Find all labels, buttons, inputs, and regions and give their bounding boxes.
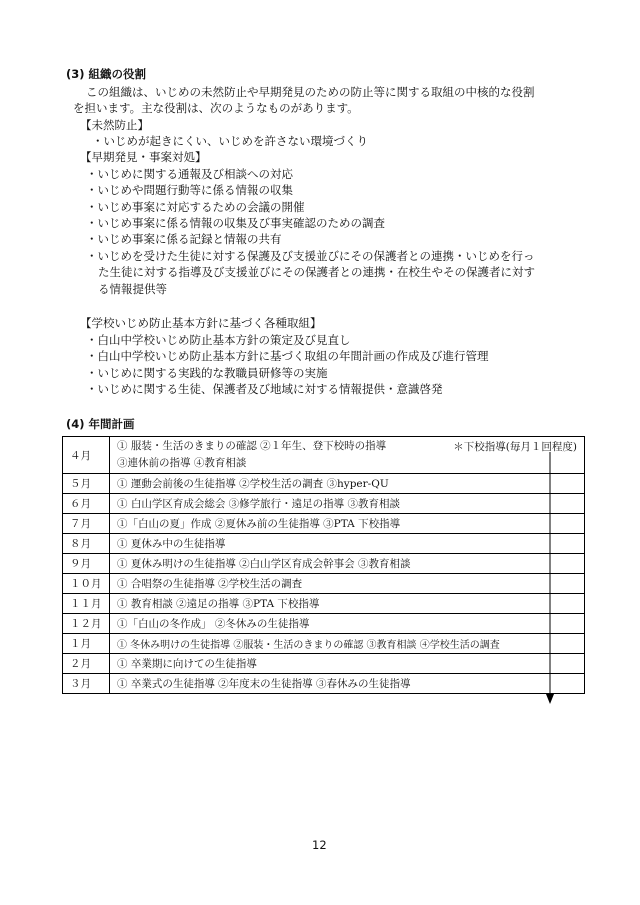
activity-cell xyxy=(110,437,585,474)
early-response-item-continued: た生徒に対する指導及び支援並びにその保護者との連携・在校生やその保護者に対す xyxy=(98,265,535,279)
page-number: 12 xyxy=(312,838,327,852)
annual-plan-table xyxy=(62,436,585,694)
activity-cell: ① 卒業式の生徒指導 ②年度末の生徒指導 ③春休みの生徒指導 xyxy=(110,674,585,694)
section-3-heading: (3) 組織の役割 xyxy=(66,67,147,81)
activity-cell: ① 教育相談 ②遠足の指導 ③PTA 下校指導 xyxy=(110,594,585,614)
table-row xyxy=(63,594,585,614)
activity-cell: ① 夏休み明けの生徒指導 ②白山学区育成会幹事会 ③教育相談 xyxy=(110,554,585,574)
early-response-item: ・いじめを受けた生徒に対する保護及び支援並びにその保護者との連携・いじめを行っ xyxy=(86,249,535,263)
activity-cell: ① 白山学区育成会総会 ③修学旅行・遠足の指導 ③教育相談 xyxy=(110,494,585,514)
early-response-item: ・いじめ事案に対応するための会議の開催 xyxy=(86,200,305,214)
early-response-item: ・いじめ事案に係る情報の収集及び事実確認のための調査 xyxy=(86,216,385,230)
month-cell: ２月 xyxy=(63,654,110,674)
table-row xyxy=(63,614,585,634)
early-response-item: ・いじめに関する通報及び相談への対応 xyxy=(86,167,293,181)
month-cell: ８月 xyxy=(63,534,110,554)
month-cell: ４月 xyxy=(63,437,110,474)
early-response-item-continued: る情報提供等 xyxy=(98,282,167,296)
month-cell: ３月 xyxy=(63,674,110,694)
activity-cell: ① 卒業期に向けての生徒指導 xyxy=(110,654,585,674)
activity-cell: ① 合唱祭の生徒指導 ②学校生活の調査 xyxy=(110,574,585,594)
month-cell: １１月 xyxy=(63,594,110,614)
intro-text-line-1: この組織は、いじめの未然防止や早期発見のための防止等に関する取組の中核的な役割 xyxy=(86,85,535,99)
prevention-title: 【未然防止】 xyxy=(80,118,149,132)
policy-title: 【学校いじめ防止基本方針に基づく各種取組】 xyxy=(80,316,322,330)
down-arrow-icon xyxy=(543,452,557,706)
table-row xyxy=(63,514,585,534)
section-4-heading: (4) 年間計画 xyxy=(66,417,135,431)
month-cell: １２月 xyxy=(63,614,110,634)
table-row xyxy=(63,634,585,654)
table-row xyxy=(63,674,585,694)
activity-cell: ①「白山の冬作成」 ②冬休みの生徒指導 xyxy=(110,614,585,634)
month-cell: ５月 xyxy=(63,474,110,494)
table-row xyxy=(63,437,585,474)
activity-text: ① 服装・生活のきまりの確認 ②１年生、登下校時の指導 xyxy=(117,440,387,452)
table-row xyxy=(63,474,585,494)
prevention-item: ・いじめが起きにくい、いじめを許さない環境づくり xyxy=(92,134,368,148)
policy-item: ・いじめに関する生徒、保護者及び地域に対する情報提供・意識啓発 xyxy=(86,382,443,396)
activity-cell: ①「白山の夏」作成 ②夏休み前の生徒指導 ③PTA 下校指導 xyxy=(110,514,585,534)
policy-item: ・白山中学校いじめ防止基本方針に基づく取組の年間計画の作成及び進行管理 xyxy=(86,349,489,363)
policy-item: ・白山中学校いじめ防止基本方針の策定及び見直し xyxy=(86,333,351,347)
month-cell: ６月 xyxy=(63,494,110,514)
table-row xyxy=(63,534,585,554)
policy-item: ・いじめに関する実践的な教職員研修等の実施 xyxy=(86,366,328,380)
early-response-item: ・いじめや問題行動等に係る情報の収集 xyxy=(86,183,293,197)
table-row xyxy=(63,574,585,594)
month-cell: ７月 xyxy=(63,514,110,534)
early-response-title: 【早期発見・事案対処】 xyxy=(80,150,207,164)
table-row xyxy=(63,554,585,574)
activity-cell: ① 夏休み中の生徒指導 xyxy=(110,534,585,554)
after-school-guidance-note: ＊下校指導(毎月１回程度) xyxy=(453,441,577,453)
table-row xyxy=(63,494,585,514)
table-row xyxy=(63,654,585,674)
activity-text: ③連休前の指導 ④教育相談 xyxy=(117,457,247,469)
activity-cell: ① 運動会前後の生徒指導 ②学校生活の調査 ③hyper-QU xyxy=(110,474,585,494)
month-cell: １月 xyxy=(63,634,110,654)
early-response-item: ・いじめ事案に係る記録と情報の共有 xyxy=(86,232,282,246)
month-cell: １０月 xyxy=(63,574,110,594)
activity-cell: ① 冬休み明けの生徒指導 ②服装・生活のきまりの確認 ③教育相談 ④学校生活の調査 xyxy=(110,634,585,654)
intro-text-line-2: を担います。主な役割は、次のようなものがあります。 xyxy=(73,101,359,115)
month-cell: ９月 xyxy=(63,554,110,574)
